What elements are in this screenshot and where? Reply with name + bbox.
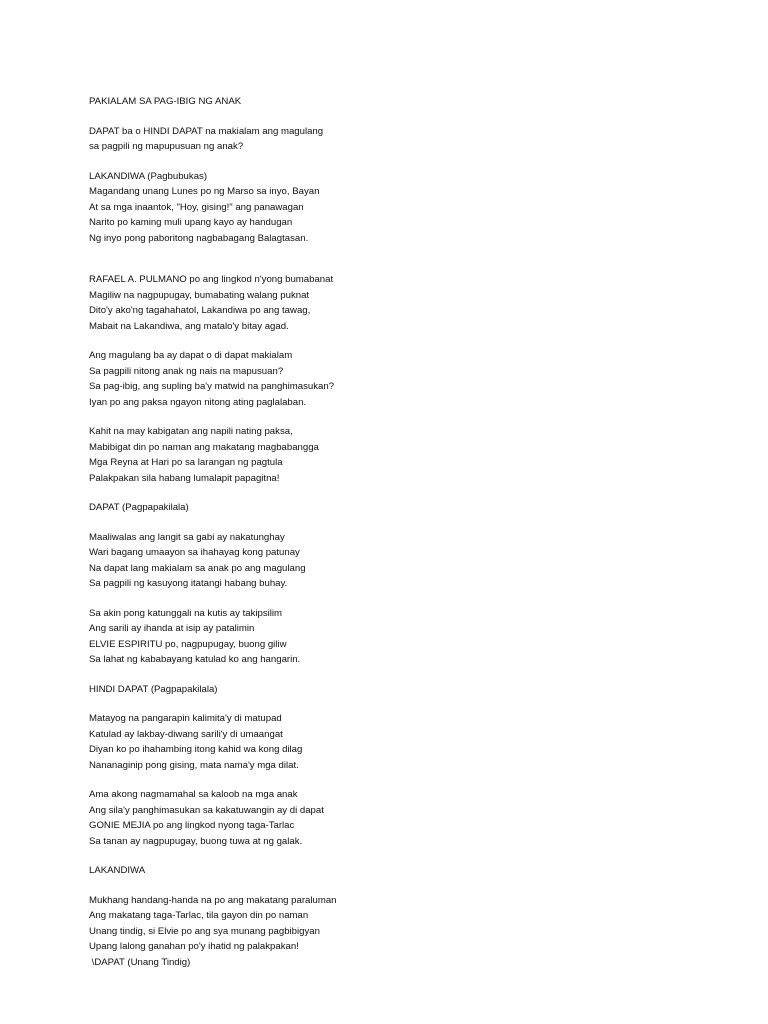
verse-line: Matayog na pangarapin kalimita'y di matupad [89,713,282,724]
lakandiwa-opening-heading: LAKANDIWA (Pagbubukas) [89,170,208,182]
verse-line: Mabibigat din po naman ang makatang magbabangga [89,441,319,453]
verse-line: Sa tanan ay nagpupugay, buong tuwa at ng galak. [89,835,303,847]
verse-line: Sa lahat ng kababayang katulad ko ang hangarin. [89,654,301,665]
verse-line: Magandang unang Lunes po ng Marso sa inyo, Bayan [89,186,320,197]
verse-line: Wari bagang umaayon sa ihahayag kong patunay [89,547,300,558]
lakandiwa-second-heading: LAKANDIWA [89,865,146,876]
verse-line: Ama akong nagmamahal sa kaloob na mga anak [89,789,298,800]
verse-line: Unang tindig, si Elvie po ang sya munang pagbibigyan [89,925,320,937]
question-line-2: sa pagpili ng mapupusuan ng anak? [89,141,244,152]
verse-line: Mabait na Lakandiwa, ang matalo'y bitay agad. [89,320,289,332]
verse-line: Na dapat lang makialam sa anak po ang magulang [89,562,306,574]
hindi-dapat-intro-heading: HINDI DAPAT (Pagpapakilala) [89,683,218,695]
verse-line: Sa pagpili ng kasuyong itatangi habang buhay. [89,578,288,589]
verse-line: ELVIE ESPIRITU po, nagpupugay, buong giliw [89,638,287,650]
document-title: PAKIALAM SA PAG-IBIG NG ANAK [89,96,242,107]
dapat-intro-heading: DAPAT (Pagpapakilala) [89,502,189,513]
verse-line: Kahit na may kabigatan ang napili nating paksa, [89,426,293,437]
verse-line: Ang makatang taga-Tarlac, tila gayon din po naman [89,910,309,921]
verse-line: Nananaginip pong gising, mata nama'y mga dilat. [89,759,299,771]
verse-line: Ang sila'y panghimasukan sa kakatuwangin ay di dapat [89,804,324,816]
verse-line: Mga Reyna at Hari po sa larangan ng pagtula [89,457,283,468]
document-body [89,94,729,970]
verse-line: Katulad ay lakbay-diwang sarili'y di umaangat [89,728,283,740]
question-line-1: DAPAT ba o HINDI DAPAT na makialam ang magulang [89,125,324,137]
verse-line: Diyan ko po ihahambing itong kahid wa kong dilag [89,744,303,755]
verse-line: Dito'y ako'ng tagahahatol, Lakandiwa po ang tawag, [89,305,311,316]
dapat-unang-tindig-heading: \DAPAT (Unang Tindig) [89,956,191,968]
verse-line: Palakpakan sila habang lumalapit papagitna! [89,472,280,484]
verse-line: At sa mga inaantok, "Hoy, gising!" ang panawagan [89,201,304,213]
verse-line: Mukhang handang-handa na po ang makatang paraluman [89,894,337,906]
verse-line: Sa pag-ibig, ang supling ba'y matwid na panghimasukan? [89,381,335,392]
verse-line: Narito po kaming muli upang kayo ay handugan [89,217,293,228]
verse-line: Magiliw na nagpupugay, bumabating walang puknat [89,289,310,301]
verse-line: Maaliwalas ang langit sa gabi ay nakatunghay [89,531,285,543]
verse-line: Sa akin pong katunggali na kutis ay takipsilim [89,607,283,619]
verse-line: Ang magulang ba ay dapat o di dapat makialam [89,350,293,361]
verse-line: Ang sarili ay ihanda at isip ay patalimin [89,623,255,634]
verse-line: RAFAEL A. PULMANO po ang lingkod n'yong bumabanat [89,274,334,285]
verse-line: Sa pagpili nitong anak ng nais na mapusuan? [89,365,284,377]
verse-line: GONIE MEJIA po ang lingkod nyong taga-Tarlac [89,820,295,831]
verse-line: Iyan po ang paksa ngayon nitong ating paglalaban. [89,396,307,408]
verse-line: Ng inyo pong paboritong nagbabagang Balagtasan. [89,232,309,244]
verse-line: Upang lalong ganahan po'y ihatid ng palakpakan! [89,941,299,952]
